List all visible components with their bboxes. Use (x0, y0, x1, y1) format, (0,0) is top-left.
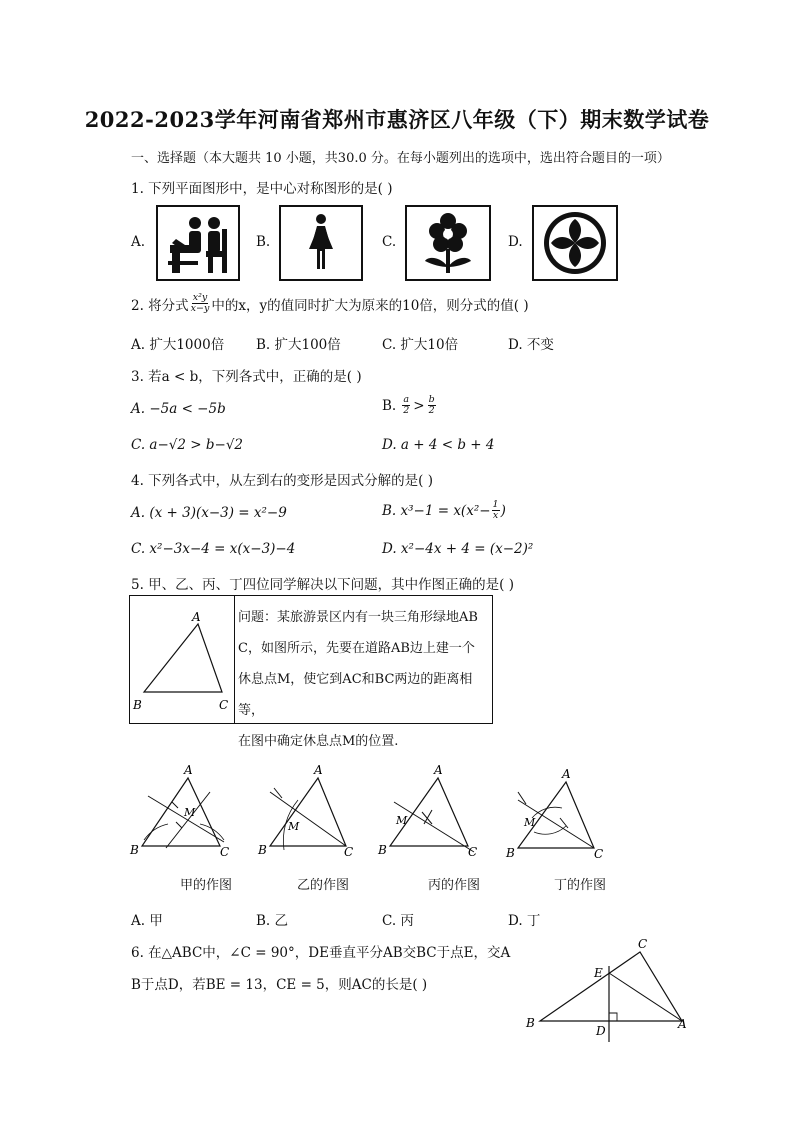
q4-option-b-post: ) (500, 502, 506, 519)
q3-option-b-frac-a (402, 395, 410, 416)
q4-stem: 4. 下列各式中，从左到右的变形是因式分解的是( ) (131, 473, 433, 489)
q5-option-d[interactable]: D. 丁 (508, 913, 541, 929)
q4-option-b-pre: B. x³−1 = x(x²− (382, 502, 491, 519)
q5-caption-bing: 丙的作图 (427, 878, 480, 893)
q2-fraction (190, 293, 211, 314)
q5-jia-label-m: M (184, 806, 196, 819)
q4-frac-num: 1 (492, 499, 499, 510)
q1-option-b-figure[interactable] (279, 205, 363, 281)
q2-fraction-denominator: x−y (190, 303, 210, 314)
q6-label-b: B (526, 1016, 535, 1030)
q5-figure-jia (128, 762, 236, 862)
q6-label-d: D (596, 1024, 606, 1038)
q3-option-a[interactable]: A. −5a < −5b (131, 401, 226, 417)
q4-frac-den: x (492, 510, 499, 521)
q5-bing-label-a: A (434, 763, 443, 777)
q5-figure-yi (252, 762, 360, 862)
q6-label-a: A (678, 1017, 687, 1031)
q5-yi-label-a: A (314, 763, 323, 777)
q5-ding-label-b: B (506, 846, 515, 860)
q5-problem-line-2: C，如图所示，先要在道路AB边上建一个 (238, 641, 475, 656)
q5-caption-jia: 甲的作图 (179, 878, 232, 893)
q5-option-a[interactable]: A. 甲 (131, 913, 163, 929)
q5-ding-label-m: M (524, 816, 536, 829)
petal-circle-icon (534, 207, 616, 279)
q5-jia-label-a: A (184, 763, 193, 777)
q2-stem (131, 293, 529, 314)
q5-jia-label-c: C (220, 845, 230, 859)
q5-problem-line-3: 休息点M，使它到AC和BC两边的距离相等， (238, 672, 473, 718)
q2-option-b[interactable]: B. 扩大100倍 (256, 337, 341, 353)
q3-frac-a-den: 2 (403, 405, 410, 416)
q4-option-a[interactable]: A. (x + 3)(x−3) = x²−9 (131, 505, 287, 521)
q3-option-d[interactable]: D. a + 4 < b + 4 (382, 437, 495, 453)
q3-frac-b-den: 2 (428, 405, 435, 416)
q5-problem-line-1: 问题：某旅游景区内有一块三角形绿地AB (238, 610, 478, 625)
woman-icon (281, 207, 361, 279)
q6-label-e: E (594, 966, 603, 980)
q5-label-c: C (219, 698, 229, 712)
q3-frac-a-num: a (403, 394, 410, 405)
q1-option-c-label[interactable]: C. (382, 234, 397, 250)
q4-option-b[interactable] (382, 500, 506, 521)
q4-option-d[interactable]: D. x²−4x + 4 = (x−2)² (382, 541, 534, 557)
page-title: 2022-2023学年河南省郑州市惠济区八年级（下）期末数学试卷 (84, 107, 710, 132)
q1-option-a-figure[interactable] (156, 205, 240, 281)
q1-option-d-label[interactable]: D. (508, 234, 523, 250)
q5-yi-label-m: M (288, 820, 300, 833)
q5-option-b[interactable]: B. 乙 (256, 913, 289, 929)
q5-figure-ding (504, 762, 612, 862)
q3-frac-b-num: b (428, 394, 435, 405)
q5-ding-label-a: A (562, 767, 571, 781)
q5-yi-label-b: B (258, 843, 267, 857)
q1-option-b-label[interactable]: B. (256, 234, 271, 250)
q4-option-b-frac (492, 500, 500, 521)
q2-option-d[interactable]: D. 不变 (508, 337, 554, 353)
q1-option-c-figure[interactable] (405, 205, 491, 281)
q5-bing-label-b: B (378, 843, 387, 857)
q6-line-2: B于点D，若BE = 13，CE = 5，则AC的长是( ) (131, 977, 428, 993)
q2-option-a[interactable]: A. 扩大1000倍 (131, 337, 225, 353)
q5-label-b: B (133, 698, 142, 712)
q5-table-divider (234, 596, 235, 723)
q3-option-b-frac-b (428, 395, 436, 416)
q3-option-b-label: B. (382, 397, 397, 414)
q1-stem: 1. 下列平面图形中，是中心对称图形的是( ) (131, 181, 393, 197)
q5-jia-label-b: B (130, 843, 139, 857)
q2-option-c[interactable]: C. 扩大10倍 (382, 337, 459, 353)
q4-option-c[interactable]: C. x²−3x−4 = x(x−3)−4 (131, 541, 296, 557)
q5-ding-label-c: C (594, 847, 604, 861)
q3-option-c[interactable]: C. a−√2 > b−√2 (131, 437, 244, 453)
q1-option-d-figure[interactable] (532, 205, 618, 281)
q5-bing-label-c: C (468, 845, 478, 859)
q5-problem-text (238, 602, 490, 757)
q3-option-b-op: > (413, 397, 425, 414)
q5-problem-line-4: 在图中确定休息点M的位置. (238, 734, 399, 749)
q5-problem-triangle (130, 596, 234, 723)
q2-suffix: 中的x，y的值同时扩大为原来的10倍，则分式的值( ) (211, 297, 529, 314)
q5-yi-label-c: C (344, 845, 354, 859)
q5-caption-ding: 丁的作图 (553, 878, 606, 893)
q5-bing-label-m: M (396, 814, 408, 827)
q5-option-c[interactable]: C. 丙 (382, 913, 414, 929)
q6-label-c: C (638, 937, 648, 951)
q5-caption-yi: 乙的作图 (296, 878, 349, 893)
q2-prefix: 2. 将分式 (131, 297, 189, 314)
q3-stem: 3. 若a < b，下列各式中，正确的是( ) (131, 369, 362, 385)
section-header: 一、选择题（本大题共 10 小题，共30.0 分。在每小题列出的选项中，选出符合题目的一项） (131, 151, 670, 166)
q2-fraction-numerator: x²y (192, 292, 208, 303)
flower-icon (407, 207, 489, 279)
q6-figure (520, 936, 700, 1048)
seated-people-icon (158, 207, 238, 279)
q3-option-b[interactable] (382, 395, 437, 416)
q5-stem: 5. 甲、乙、丙、丁四位同学解决以下问题，其中作图正确的是( ) (131, 577, 514, 593)
q1-option-a-label[interactable]: A. (131, 234, 146, 250)
q5-figure-bing (376, 762, 484, 862)
q5-label-a: A (192, 610, 201, 624)
q5-problem-table (129, 595, 493, 749)
q6-line-1: 6. 在△ABC中，∠C = 90°，DE垂直平分AB交BC于点E，交A (131, 945, 511, 961)
